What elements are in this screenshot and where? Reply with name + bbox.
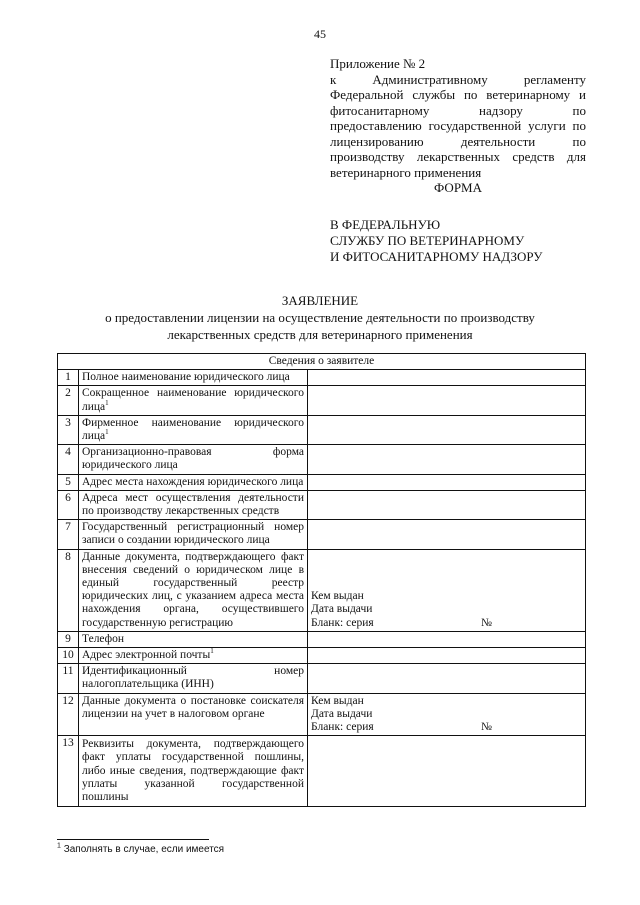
- table-row: [58, 520, 586, 549]
- row-number: 1: [58, 370, 79, 386]
- table-row: [58, 386, 586, 415]
- row-number: 12: [58, 693, 79, 736]
- row-value-field[interactable]: [308, 415, 586, 444]
- appendix-block: [330, 56, 586, 196]
- row-label: Адреса мест осуществления деятельности по производству лекарственных средств: [79, 490, 308, 519]
- table-row: [58, 664, 586, 693]
- footnote-ref: 1: [105, 428, 109, 437]
- row-value-field[interactable]: [308, 664, 586, 693]
- row-number: 9: [58, 631, 79, 647]
- footnote-ref: 1: [105, 398, 109, 407]
- row-number: 8: [58, 549, 79, 631]
- footnote: [57, 844, 224, 855]
- row-number: 10: [58, 648, 79, 664]
- row-number: 11: [58, 664, 79, 693]
- row-value-field[interactable]: [308, 549, 586, 631]
- row-number: 4: [58, 445, 79, 474]
- blank-series-row: [311, 617, 582, 630]
- row-number: 5: [58, 474, 79, 490]
- table-row: [58, 631, 586, 647]
- row-number: 13: [58, 736, 79, 807]
- row-value-field[interactable]: [308, 648, 586, 664]
- blank-number-label: №: [481, 616, 492, 629]
- applicant-info-table: [57, 353, 586, 807]
- blank-series-row: [311, 721, 582, 734]
- blank-number-label: №: [481, 721, 492, 734]
- row-label: Адрес электронной почты$^1$: [79, 648, 308, 664]
- table-row: [58, 370, 586, 386]
- footnote-marker: 1: [57, 842, 61, 850]
- row-value-field[interactable]: [308, 386, 586, 415]
- table-row: [58, 549, 586, 631]
- footnote-ref: 1: [210, 647, 214, 656]
- row-label: Данные документа, подтверждающего факт внесения сведений о юридическом лице в единый государственный реестр юридических лиц, с указанием адреса места нахождения органа, осуществившего государственную регистрацию: [79, 549, 308, 631]
- footnote-divider: [57, 839, 209, 840]
- table-row: [58, 415, 586, 444]
- row-number: 3: [58, 415, 79, 444]
- appendix-body: к Административному регламенту Федеральной службы по ветеринарному и фитосанитарному надзору по предоставлению государственной услуги по лицензированию деятельности по производству лекарственных средств для ветеринарного применения: [330, 71, 586, 180]
- row-label: Телефон: [79, 631, 308, 647]
- statement-title: ЗАЯВЛЕНИЕ: [281, 293, 359, 308]
- table-row: [58, 693, 586, 736]
- row-value-field[interactable]: [308, 490, 586, 519]
- addressee-block: [330, 217, 600, 265]
- addressee-line: СЛУЖБУ ПО ВЕТЕРИНАРНОМУ: [330, 233, 525, 248]
- footnote-text: Заполнять в случае, если имеется: [63, 844, 225, 855]
- blank-series-label: Бланк: серия: [311, 616, 374, 629]
- row-value-field[interactable]: [308, 474, 586, 490]
- issued-by-label: Кем выдан: [311, 694, 364, 707]
- statement-subtitle: о предоставлении лицензии на осуществление деятельности по производству: [105, 310, 535, 325]
- row-value-field[interactable]: [308, 631, 586, 647]
- row-number: 7: [58, 520, 79, 549]
- row-label: Организационно-правовая форма юридического лица: [79, 445, 308, 474]
- row-value-field[interactable]: [308, 520, 586, 549]
- row-number: 6: [58, 490, 79, 519]
- addressee-line: В ФЕДЕРАЛЬНУЮ: [330, 217, 441, 232]
- row-value-field[interactable]: [308, 693, 586, 736]
- form-label: ФОРМА: [434, 180, 482, 195]
- table-row: [58, 445, 586, 474]
- addressee-line: И ФИТОСАНИТАРНОМУ НАДЗОРУ: [330, 249, 543, 264]
- row-label: Сокращенное наименование юридического лица$^1$: [79, 386, 308, 415]
- row-value-field[interactable]: [308, 370, 586, 386]
- table-row: [58, 490, 586, 519]
- page-number: 45: [314, 27, 326, 41]
- row-label: Фирменное наименование юридического лица$^1$: [79, 415, 308, 444]
- issued-by-label: Кем выдан: [311, 590, 364, 603]
- table-header-row: [58, 354, 586, 370]
- row-label: Полное наименование юридического лица: [79, 370, 308, 386]
- table-header: Сведения о заявителе: [58, 354, 586, 370]
- row-number: 2: [58, 386, 79, 415]
- table-row: [58, 736, 586, 807]
- row-value-field[interactable]: [308, 736, 586, 807]
- issue-date-label: Дата выдачи: [311, 603, 373, 616]
- row-label: Идентификационный номер налогоплательщика (ИНН): [79, 664, 308, 693]
- row-label: Адрес места нахождения юридического лица: [79, 474, 308, 490]
- row-label: Реквизиты документа, подтверждающего факт уплаты государственной пошлины, либо иные сведения, подтверждающие факт уплаты указанной государственной пошлины: [79, 736, 308, 807]
- statement-heading: [0, 292, 640, 343]
- statement-subtitle: лекарственных средств для ветеринарного применения: [167, 327, 473, 342]
- table-row: [58, 648, 586, 664]
- row-value-field[interactable]: [308, 445, 586, 474]
- row-label: Данные документа о постановке соискателя лицензии на учет в налоговом органе: [79, 693, 308, 736]
- blank-series-label: Бланк: серия: [311, 721, 374, 734]
- issue-date-label: Дата выдачи: [311, 707, 373, 720]
- table-row: [58, 474, 586, 490]
- row-label: Государственный регистрационный номер записи о создании юридического лица: [79, 520, 308, 549]
- appendix-title: Приложение № 2: [330, 56, 426, 71]
